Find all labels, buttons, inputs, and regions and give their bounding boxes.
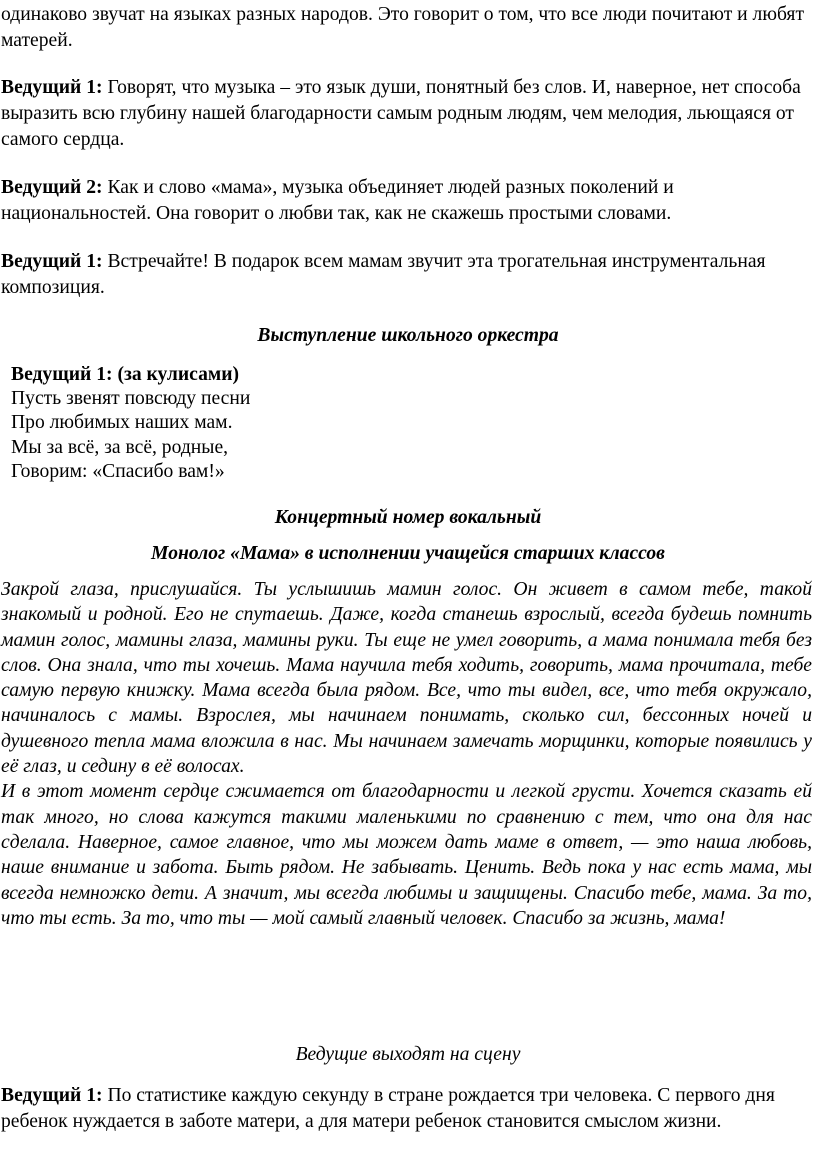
paragraph-text: Встречайте! В подарок всем мамам звучит эта трогательная инструментальная композиция. <box>1 251 766 298</box>
paragraph-host2-mama <box>1 175 812 227</box>
speaker-label: Ведущий 1: <box>1 251 103 272</box>
verse-speaker: Ведущий 1: (за кулисами) <box>11 364 240 385</box>
heading-orchestra: Выступление школьного оркестра <box>257 325 559 346</box>
verse-block <box>11 363 250 484</box>
speaker-label: Ведущий 2: <box>1 177 103 198</box>
heading-monologue: Монолог «Мама» в исполнении учащейся старших классов <box>151 543 665 564</box>
verse-line: Про любимых наших мам. <box>11 412 233 434</box>
monologue-text <box>1 577 812 931</box>
heading-vocal: Концертный номер вокальный <box>274 507 542 528</box>
paragraph-host1-welcome <box>1 249 812 301</box>
verse-line: Мы за всё, за всё, родные, <box>11 436 229 458</box>
monologue-paragraph: Закрой глаза, прислушайся. Ты услышишь мамин голос. Он живет в самом тебе, такой знакомый и родной. Его не спутаешь. Даже, когда станешь взрослый, всегда будешь помнить мамин голос, мамины глаза, мамины руки. Ты еще не умел говорить, а мама понимала тебя без слов. Она знала, что ты хочешь. Мама научила тебя ходить, говорить, мама прочитала, тебе самую первую книжку. Мама всегда была рядом. Все, что ты видел, все, что тебя окружало, начиналось с мамы. Взрослея, мы начинаем понимать, сколько сил, бессонных ночей и душевного тепла мама вложила в нас. Мы начинаем замечать морщинки, которые появились у её глаз, и седину в её волосах. <box>1 579 812 778</box>
heading-hosts-out: Ведущие выходят на сцену <box>295 1044 521 1065</box>
paragraph-intro <box>1 2 812 54</box>
monologue-paragraph: И в этот момент сердце сжимается от благодарности и легкой грусти. Хочется сказать ей так много, но слова кажутся такими маленькими по сравнению с тем, что она для нас сделала. Наверное, самое главное, что мы можем дать маме в ответ, — это наша любовь, наше внимание и забота. Быть рядом. Не забывать. Ценить. Ведь пока у нас есть мама, мы всегда немножко дети. А значит, мы всегда любимы и защищены. Спасибо тебе, мама. За то, что ты есть. За то, что ты — мой самый главный человек. Спасибо за жизнь, мама! <box>1 781 812 929</box>
paragraph-text: Как и слово «мама», музыка объединяет людей разных поколений и национальностей. Она говорит о любви так, как не скажешь простыми словами. <box>1 177 674 224</box>
paragraph-host1-statistics <box>1 1083 812 1135</box>
paragraph-text: одинаково звучат на языках разных народов. Это говорит о том, что все люди почитают и любят матерей. <box>1 4 805 51</box>
speaker-label: Ведущий 1: <box>1 77 103 98</box>
verse-line: Говорим: «Спасибо вам!» <box>11 460 225 482</box>
verse-line: Пусть звенят повсюду песни <box>11 388 251 410</box>
speaker-label: Ведущий 1: <box>1 1085 103 1106</box>
paragraph-text: По статистике каждую секунду в стране рождается три человека. С первого дня ребенок нуждается в заботе матери, а для матери ребенок становится смыслом жизни. <box>1 1085 775 1132</box>
paragraph-host1-music <box>1 75 812 153</box>
paragraph-text: Говорят, что музыка – это язык души, понятный без слов. И, наверное, нет способа выразить всю глубину нашей благодарности самым родным людям, чем мелодия, льющаяся от самого сердца. <box>1 77 801 150</box>
